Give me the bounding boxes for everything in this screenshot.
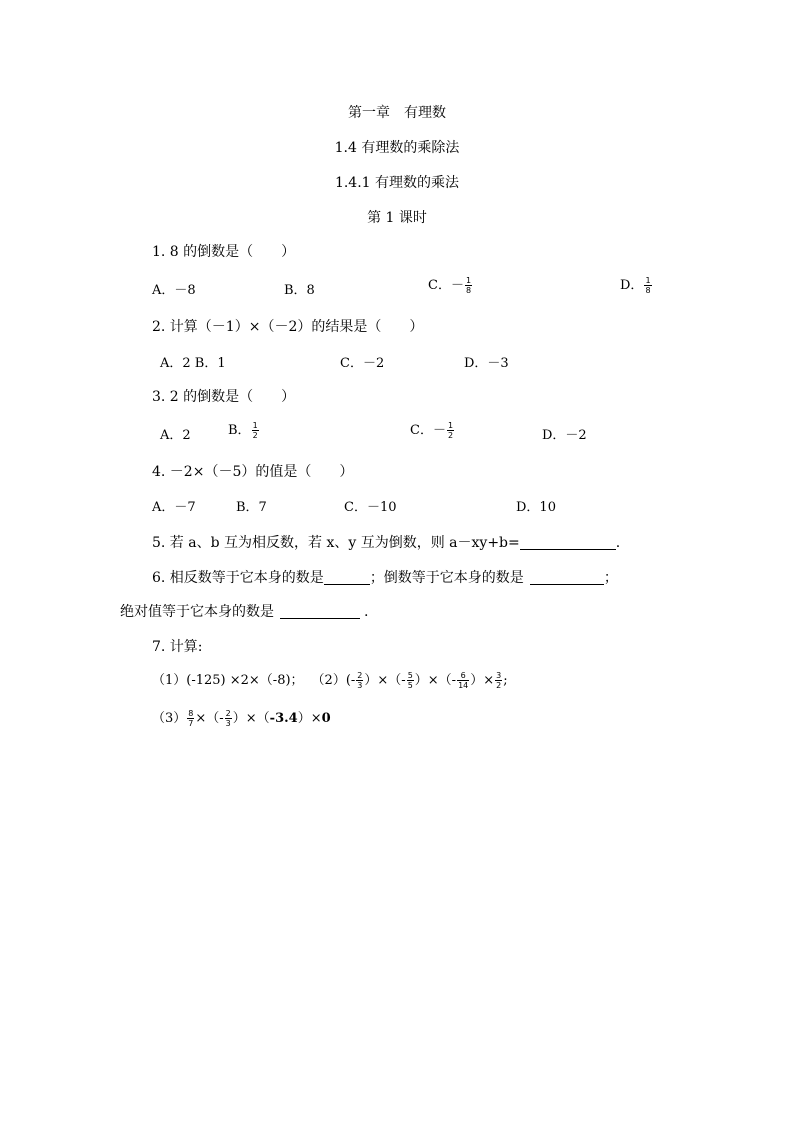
q5-end: . <box>615 535 621 551</box>
q3-option-d: D．－2 <box>542 428 587 443</box>
q4-option-c: C．－10 <box>344 500 397 515</box>
q7-e3-f2-num: 2 <box>225 709 231 718</box>
q7-e3-decimal: -3.4 <box>269 711 298 726</box>
q7-expr-1: （1）(-125) ×2×（-8)； <box>152 673 304 688</box>
q7-e3-mid1: ×（- <box>195 711 224 726</box>
q5-stem: 5. 若 a、b 互为相反数，若 x、y 互为倒数，则 a－xy+b= <box>152 535 520 551</box>
q6-line1 <box>152 567 618 587</box>
q7-e3-mid3: ）× <box>297 711 322 726</box>
section-title: 1.4 有理数的乘除法 <box>334 140 460 156</box>
q3-c-numerator: 1 <box>447 421 454 430</box>
q7-e3-f1-den: 7 <box>188 719 194 728</box>
q3-stem: 3. 2 的倒数是（ ） <box>152 389 296 405</box>
q7-e2-mid3: ）× <box>470 673 495 688</box>
q7-e2-f3-num: 6 <box>460 671 466 680</box>
q1-c-numerator: 1 <box>465 276 472 285</box>
q7-e2-f3-den: 14 <box>458 681 469 690</box>
q6-line2-text: 绝对值等于它本身的数是 <box>120 604 274 620</box>
q4-option-d: D．10 <box>516 500 556 515</box>
q3-option-a: A．2 <box>160 428 191 443</box>
q7-e3-zero: 0 <box>321 711 331 726</box>
q3-option-b-prefix: B． <box>228 423 251 438</box>
q3-option-b <box>228 419 260 440</box>
q6-part1: 6. 相反数等于它本身的数是 <box>152 570 324 586</box>
q2-option-d: D．－3 <box>464 356 509 371</box>
q7-expr-3-label: （3） <box>152 711 187 726</box>
q1-d-numerator: 1 <box>645 276 651 285</box>
q7-expressions-row1 <box>152 669 508 690</box>
q3-c-denominator: 2 <box>447 431 454 440</box>
q4-option-a: A．－7 <box>152 500 196 515</box>
q3-option-b-fraction <box>252 421 259 440</box>
q1-c-denominator: 8 <box>465 286 472 295</box>
q3-option-c-fraction <box>447 421 454 440</box>
q7-e3-fraction-2 <box>225 709 232 728</box>
q6-part2: ；倒数等于它本身的数是 <box>369 570 524 586</box>
q7-e2-fraction-3 <box>457 671 469 690</box>
q3-b-numerator: 1 <box>252 421 258 430</box>
q1-stem: 1. 8 的倒数是（ ） <box>152 244 296 260</box>
q6-blank-2[interactable] <box>530 570 604 585</box>
q7-expressions-row2 <box>152 707 331 728</box>
q5-answer-blank[interactable] <box>520 535 616 550</box>
q1-option-c <box>428 274 473 295</box>
q1-d-denominator: 8 <box>645 286 651 295</box>
q2-option-c: C．－2 <box>340 356 385 371</box>
q7-e2-f1-num: 2 <box>357 671 363 680</box>
q7-e2-f4-num: 3 <box>496 671 502 680</box>
q4-option-b: B．7 <box>236 500 267 515</box>
q2-option-ab: A．2 B．1 <box>160 356 226 371</box>
q1-option-a: A．－8 <box>152 283 196 298</box>
q7-e3-f2-den: 3 <box>225 719 231 728</box>
q7-stem: 7. 计算: <box>152 639 203 655</box>
q7-e3-mid2: ）×（ <box>232 711 270 726</box>
q3-b-denominator: 2 <box>252 431 258 440</box>
q7-e2-mid2: ）×（- <box>414 673 457 688</box>
q6-part3: ； <box>603 570 618 586</box>
chapter-title: 第一章 有理数 <box>348 105 446 121</box>
q1-option-c-prefix: C．－ <box>428 278 464 293</box>
q7-e2-f2-num: 5 <box>407 671 413 680</box>
q1-option-d-prefix: D． <box>620 278 644 293</box>
q3-option-c-prefix: C．－ <box>410 423 446 438</box>
q7-e2-end: ; <box>503 673 508 688</box>
q7-e3-f1-num: 8 <box>188 709 194 718</box>
lesson-title: 第 1 课时 <box>367 210 427 226</box>
q6-blank-3[interactable] <box>280 604 360 619</box>
q7-e2-f4-den: 2 <box>496 681 502 690</box>
q2-stem: 2. 计算（－1）×（－2）的结果是（ ） <box>152 319 424 335</box>
subsection-title: 1.4.1 有理数的乘法 <box>334 175 460 191</box>
q7-e2-fraction-4 <box>495 671 502 690</box>
q6-blank-1[interactable] <box>324 570 370 585</box>
q1-option-d <box>620 274 653 295</box>
q7-e2-mid1: ）×（- <box>364 673 406 688</box>
q6-line2 <box>120 601 368 621</box>
q1-option-d-fraction <box>644 276 651 295</box>
q7-e2-f2-den: 5 <box>407 681 413 690</box>
q7-e2-fraction-2 <box>407 671 414 690</box>
q3-option-c <box>410 419 455 440</box>
q1-option-b: B．8 <box>284 283 315 298</box>
q5-text <box>152 532 620 552</box>
q6-end: . <box>364 604 369 620</box>
q1-option-c-fraction <box>465 276 472 295</box>
q7-expr-2-label: （2）(- <box>311 673 356 688</box>
q7-e2-f1-den: 3 <box>357 681 363 690</box>
q7-e2-fraction-1 <box>356 671 363 690</box>
q7-e3-fraction-1 <box>187 709 194 728</box>
q4-stem: 4. －2×（－5）的值是（ ） <box>152 464 354 480</box>
